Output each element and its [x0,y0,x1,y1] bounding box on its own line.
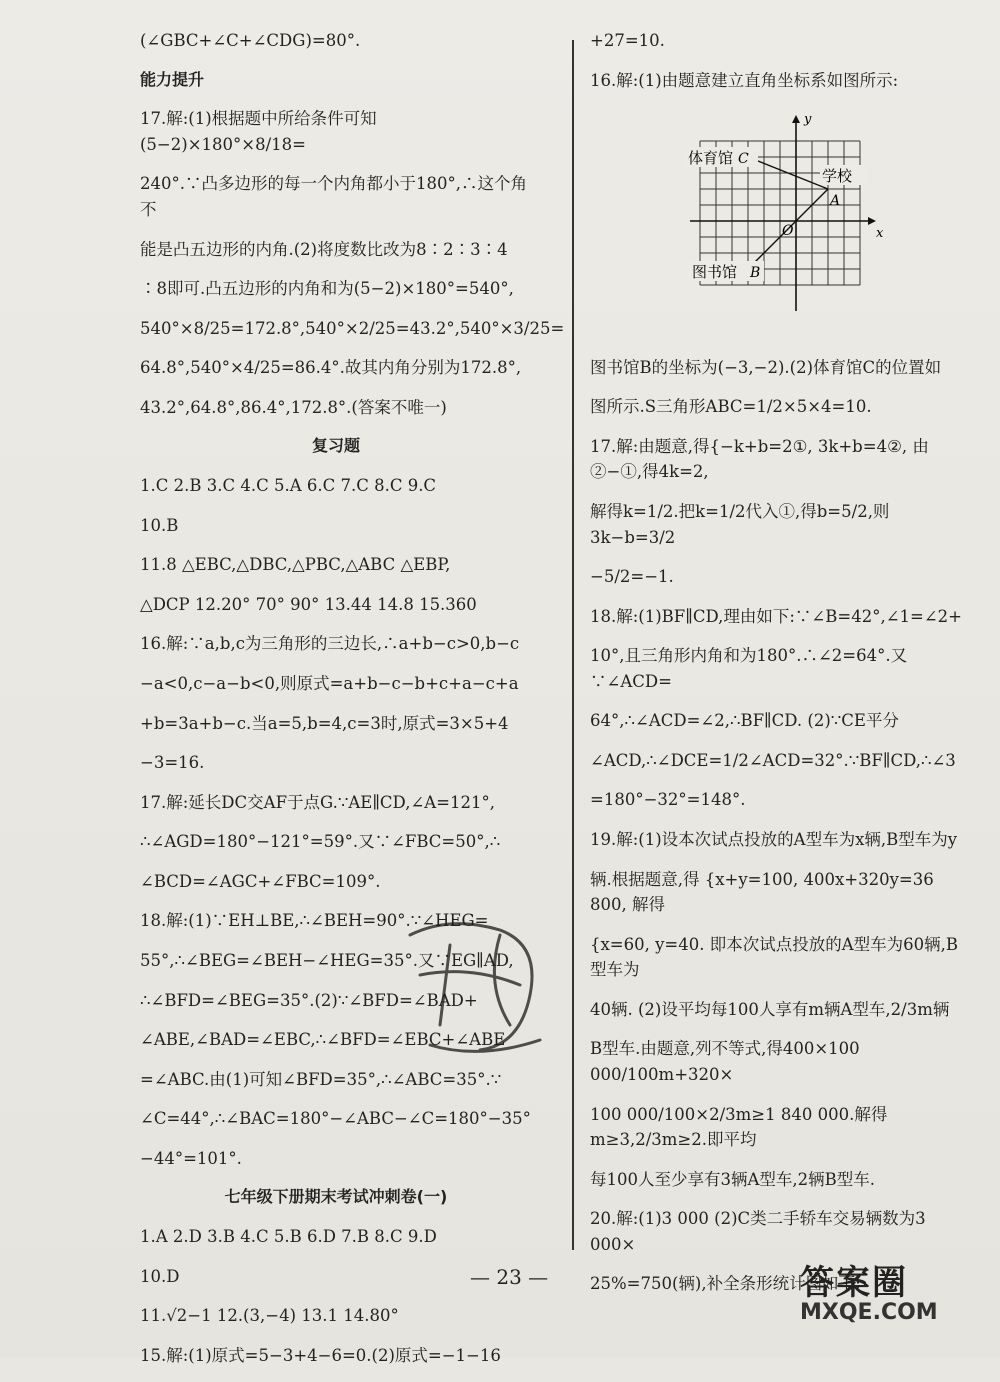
line-r18: 每100人至少享有3辆A型车,2辆B型车. [590,1169,876,1189]
line-r16: B型车.由题意,列不等式,得400×100 000/100m+320× [590,1039,860,1084]
line-l20: ∠BCD=∠AGC+∠FBC=109°. [140,871,381,891]
line-r3: 图所示.S三角形ABC=1/2×5×4=10. [590,397,872,417]
line-r9: 64°,∴∠ACD=∠2,∴BF∥CD. (2)∵CE平分 [590,711,899,731]
site-watermark [800,1255,990,1350]
line-r6: −5/2=−1. [590,567,674,587]
line-l26: ∠C=44°,∴∠BAC=180°−∠ABC−∠C=180°−35° [140,1109,531,1129]
line-l14: 16.解:∵a,b,c为三角形的三边长,∴a+b−c>0,b−c [140,634,520,654]
line-l2: 17.解:(1)根据题中所给条件可知(5−2)×180°×8/18= [140,109,377,154]
line-r20: 25%=750(辆),补全条形统计图如下: [590,1274,861,1294]
line-r10: ∠ACD,∴∠DCE=1/2∠ACD=32°.∵BF∥CD,∴∠3 [590,750,956,770]
line-l5: ∶8即可.凸五边形的内角和为(5−2)×180°=540°, [140,279,514,299]
watermark-title: 答案圈 [800,1263,908,1303]
answers-row: 1.C 2.B 3.C 4.C 5.A 6.C 7.C 8.C 9.C [140,476,437,496]
answers-row: 11.8 △EBC,△DBC,△PBC,△ABC △EBP, [140,555,451,575]
section-heading-review: 复习题 [311,436,360,456]
label-origin: O [782,223,794,240]
line-l3: 240°.∵凸多边形的每一个内角都小于180°,∴这个角不 [140,174,527,220]
line-l7: 64.8°,540°×4/25=86.4°.故其内角分别为172.8°, [140,358,522,378]
answers-row: 10.D [140,1266,180,1286]
line-r8: 10°,且三角形内角和为180°.∴∠2=64°.又∵∠ACD= [590,646,908,691]
line-l0: (∠GBC+∠C+∠CDG)=80°. [140,31,361,50]
line-l19: ∴∠AGD=180°−121°=59°.又∵∠FBC=50°,∴ [140,832,501,852]
line-r12: 19.解:(1)设本次试点投放的A型车为x辆,B型车为y [590,830,958,849]
answers-row: 11.√2−1 12.(3,−4) 13.1 14.80° [140,1306,399,1326]
line-l16: +b=3a+b−c.当a=5,b=4,c=3时,原式=3×5+4 [140,713,509,733]
answers-row: 10.B [140,515,179,535]
right-column [590,28,970,1311]
label-gym: 体育馆 [688,149,734,168]
label-school: 学校 [822,167,853,186]
line-r2: 图书馆B的坐标为(−3,−2).(2)体育馆C的位置如 [590,357,942,377]
answers-row: 1.A 2.D 3.B 4.C 5.B 6.D 7.B 8.C 9.D [140,1227,437,1247]
line-l18: 17.解:延长DC交AF于点G.∵AE∥CD,∠A=121°, [140,792,495,812]
line-l8: 43.2°,64.8°,86.4°,172.8°.(答案不唯一) [140,397,447,417]
line-l21: 18.解:(1)∵EH⊥BE,∴∠BEH=90°.∵∠HEG= [140,911,489,931]
label-A: A [830,193,841,210]
line-r0: +27=10. [590,31,665,50]
line-l4: 能是凸五边形的内角.(2)将度数比改为8∶2∶3∶4 [140,239,508,259]
section-heading-ability: 能力提升 [140,69,205,89]
answers-row: △DCP 12.20° 70° 90° 13.44 14.8 15.360 [140,594,477,614]
line-r7: 18.解:(1)BF∥CD,理由如下:∵∠B=42°,∠1=∠2+ [590,606,962,626]
line-r14: {x=60, y=40. 即本次试点投放的A型车为60辆,B型车为 [590,934,959,980]
label-B: B [750,265,761,282]
line-l6: 540°×8/25=172.8°,540°×2/25=43.2°,540°×3/25= [140,318,565,338]
line-l32: 15.解:(1)原式=5−3+4−6=0.(2)原式=−1−16 [140,1345,501,1365]
page-number: — 23 — [470,1265,549,1289]
line-r4: 17.解:由题意,得{−k+b=2①, 3k+b=4②, 由②−①,得4k=2, [590,436,929,482]
line-r11: =180°−32°=148°. [590,790,746,810]
handwritten-stamp-mark [390,905,590,1075]
line-r1: 16.解:(1)由题意建立直角坐标系如图所示: [590,70,899,90]
line-l22: 55°,∴∠BEG=∠BEH−∠HEG=35°.又∵EG∥AD, [140,950,514,970]
line-l15: −a<0,c−a−b<0,则原式=a+b−c−b+c+a−c+a [140,674,519,694]
line-l25: =∠ABC.由(1)可知∠BFD=35°,∴∠ABC=35°.∵ [140,1069,502,1089]
left-column [140,28,565,1382]
section-heading-final-exam: 七年级下册期末考试冲刺卷(一) [224,1187,448,1207]
line-l17: −3=16. [140,753,205,773]
watermark-url: MXQE.COM [800,1300,938,1325]
line-r15: 40辆. (2)设平均每100人享有m辆A型车,2/3m辆 [590,999,950,1019]
coordinate-grid-diagram [680,111,890,331]
label-y: y [804,112,812,128]
line-r13: 辆.根据题意,得 {x+y=100, 400x+320y=36 800, 解得 [590,869,934,915]
line-r19: 20.解:(1)3 000 (2)C类二手轿车交易辆数为3 000× [590,1209,926,1254]
line-l24: ∠ABE,∠BAD=∠EBC,∴∠BFD=∠EBC+∠ABE [140,1030,506,1050]
label-x: x [876,226,884,242]
line-r5: 解得k=1/2.把k=1/2代入①,得b=5/2,则3k−b=3/2 [590,501,890,547]
label-C: C [738,151,749,168]
line-l27: −44°=101°. [140,1148,242,1168]
line-l23: ∴∠BFD=∠BEG=35°.(2)∵∠BFD=∠BAD+ [140,990,478,1010]
label-library: 图书馆 [692,263,738,282]
line-r17: 100 000/100×2/3m≥1 840 000.解得m≥3,2/3m≥2.即平均 [590,1104,888,1150]
